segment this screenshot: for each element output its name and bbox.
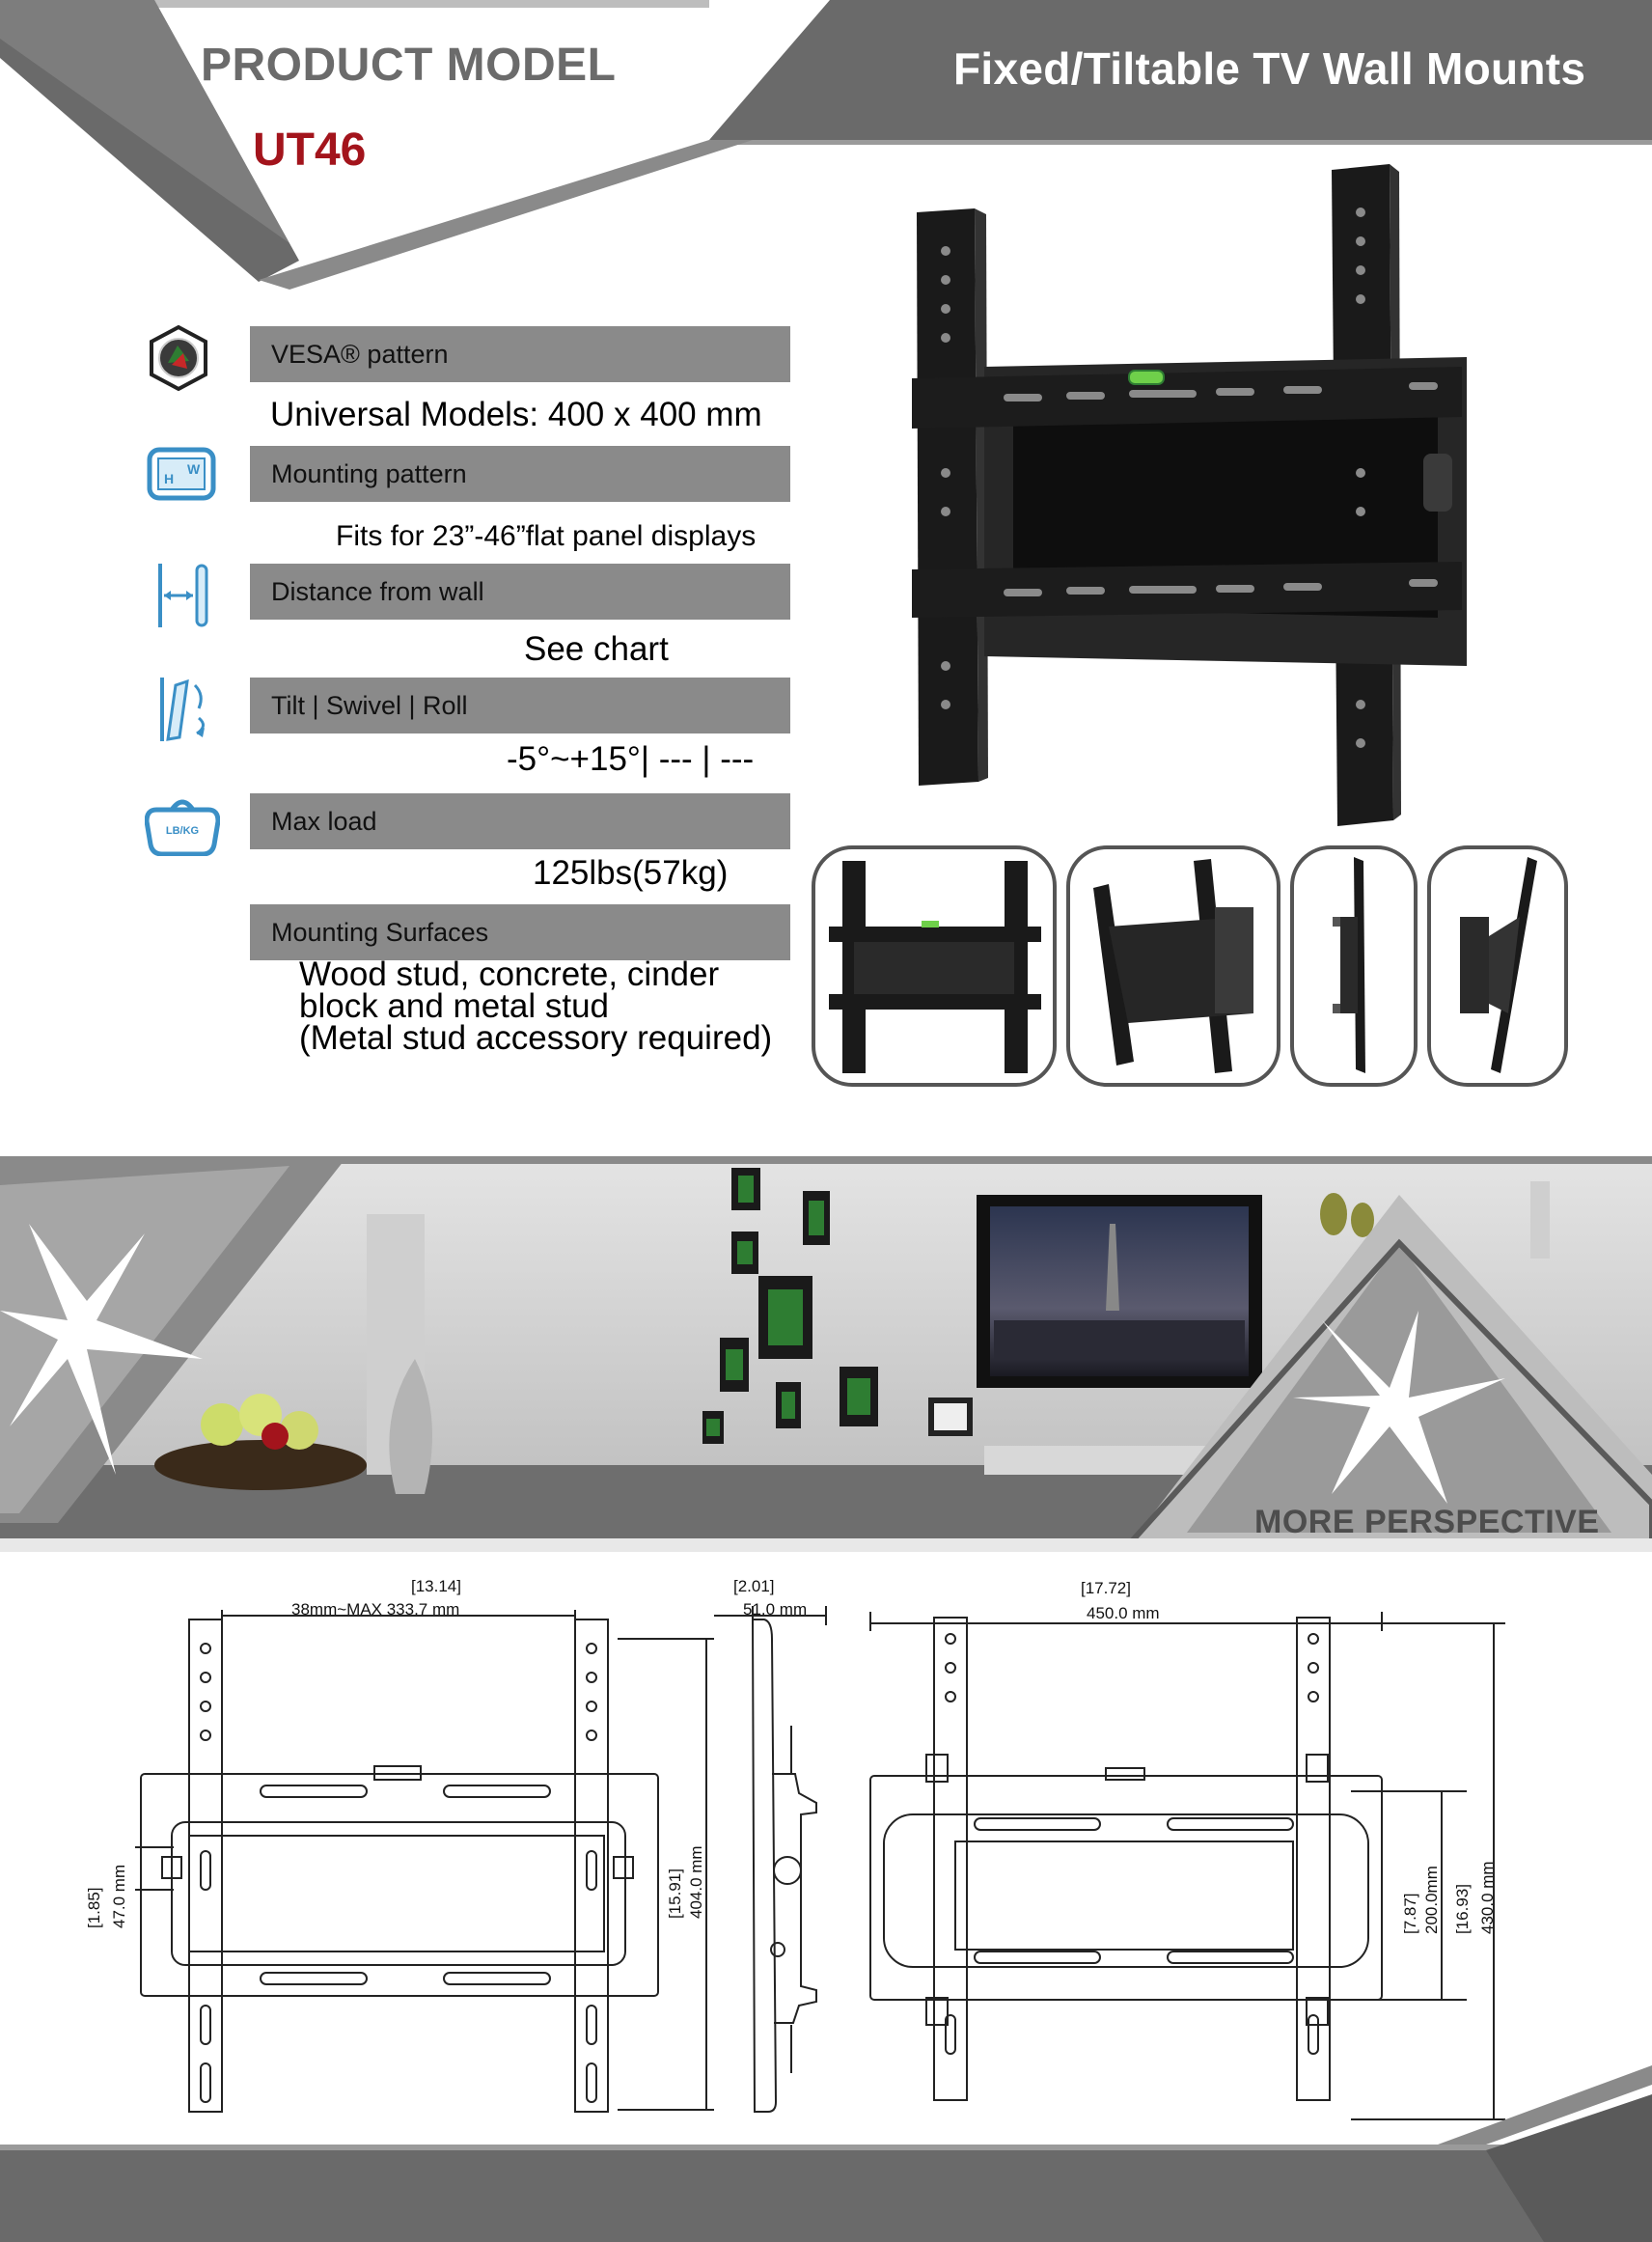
front-height-mm: 404.0 mm — [687, 1845, 705, 1919]
thumbnail-side-flat[interactable] — [1290, 845, 1418, 1087]
spec-value-surfaces-3: (Metal stud accessory required) — [299, 1019, 773, 1057]
side-depth-in: [2.01] — [733, 1577, 775, 1595]
spec-value-surfaces-1: Wood stud, concrete, cinder — [299, 955, 720, 993]
spec-value-mounting-pattern: Fits for 23”-46”flat panel displays — [336, 520, 757, 552]
front-width-in: [13.14] — [411, 1577, 461, 1595]
weight-icon — [145, 796, 220, 856]
tilt-icon — [154, 676, 216, 743]
svg-text:W: W — [187, 461, 201, 477]
distance-icon — [154, 562, 214, 629]
thumbnail-front[interactable] — [812, 845, 1057, 1087]
back-width-mm: 450.0 mm — [1087, 1604, 1160, 1622]
spec-label-surfaces: Mounting Surfaces — [250, 904, 790, 960]
footer-band — [0, 2065, 1652, 2242]
more-perspective-caption: MORE PERSPECTIVE — [1254, 1504, 1600, 1540]
product-model-label: PRODUCT MODEL — [201, 40, 617, 91]
spec-value-max-load: 125lbs(57kg) — [533, 854, 729, 892]
side-depth-mm: 51.0 mm — [743, 1600, 808, 1619]
back-height-mm: 430.0 mm — [1478, 1861, 1497, 1934]
spec-value-vesa: Universal Models: 400 x 400 mm — [270, 396, 762, 433]
back-height-in: [16.93] — [1453, 1884, 1472, 1934]
spec-value-surfaces-2: block and metal stud — [299, 987, 610, 1025]
product-model-name: UT46 — [253, 125, 367, 176]
svg-text:H: H — [164, 471, 175, 486]
mounting-pattern-icon — [147, 447, 216, 501]
back-holes-in: [7.87] — [1401, 1893, 1419, 1934]
back-holes-mm: 200.0mm — [1422, 1866, 1441, 1934]
back-width-in: [17.72] — [1081, 1579, 1131, 1597]
lifestyle-banner — [0, 1156, 1652, 1552]
front-width-mm: 38mm~MAX 333.7 mm — [291, 1600, 460, 1619]
front-slot-mm: 47.0 mm — [110, 1864, 128, 1928]
thumbnail-tilted[interactable] — [1066, 845, 1280, 1087]
front-slot-in: [1.85] — [85, 1887, 103, 1928]
spec-value-tilt: -5°~+15°| --- | --- — [507, 740, 755, 778]
spec-label-tilt: Tilt | Swivel | Roll — [250, 678, 790, 733]
product-title: Fixed/Tiltable TV Wall Mounts — [953, 43, 1586, 94]
weight-icon-label: LB/KG — [165, 825, 200, 837]
spec-label-vesa: VESA® pattern — [250, 326, 790, 382]
technical-drawing — [0, 1562, 1652, 2141]
spec-label-max-load: Max load — [250, 793, 790, 849]
spec-label-distance: Distance from wall — [250, 564, 790, 620]
vesa-badge-icon — [145, 324, 212, 392]
front-height-in: [15.91] — [666, 1868, 684, 1919]
product-photo — [897, 164, 1476, 830]
spec-label-mounting-pattern: Mounting pattern — [250, 446, 790, 502]
spec-value-distance: See chart — [524, 630, 669, 668]
thumbnail-side-tilted[interactable] — [1427, 845, 1568, 1087]
